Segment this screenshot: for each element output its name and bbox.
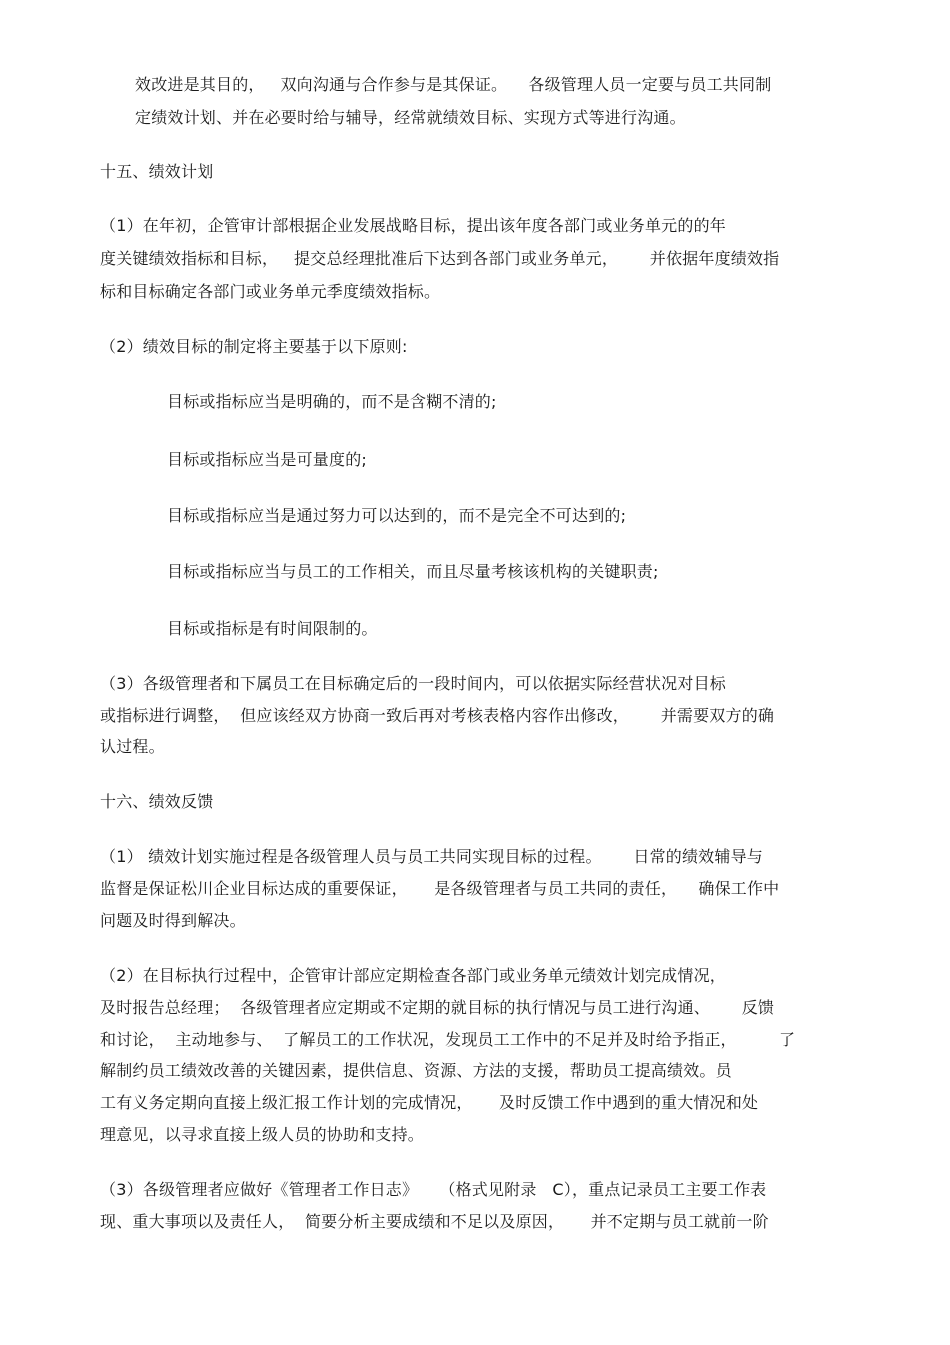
principle-item-3: 目标或指标应当是通过努力可以达到的，而不是完全不可达到的; (167, 506, 627, 525)
principle-item-5: 目标或指标是有时间限制的。 (167, 619, 378, 638)
intro-line-2: 定绩效计划、并在必要时给与辅导，经常就绩效目标、实现方式等进行沟通。 (135, 108, 686, 127)
intro-line-1: 效改进是其目的， 双向沟通与合作参与是其保证。 各级管理人员一定要与员工共同制 (135, 75, 772, 94)
s16-p2-line-1: （2）在目标执行过程中，企管审计部应定期检查各部门或业务单元绩效计划完成情况， (100, 966, 726, 985)
section-16-heading: 十六、绩效反馈 (100, 792, 214, 811)
principle-item-2: 目标或指标应当是可量度的; (167, 450, 367, 469)
principle-item-4: 目标或指标应当与员工的工作相关，而且尽量考核该机构的关键职责; (167, 562, 659, 581)
principle-item-1: 目标或指标应当是明确的，而不是含糊不清的; (167, 392, 497, 411)
s16-p2-line-2: 及时报告总经理； 各级管理者应定期或不定期的就目标的执行情况与员工进行沟通、 反馈 (100, 998, 775, 1017)
s15-p1-line-1: （1）在年初，企管审计部根据企业发展战略目标，提出该年度各部门或业务单元的的年 (100, 216, 726, 235)
s16-p1-line-2: 监督是保证松川企业目标达成的重要保证， 是各级管理者与员工共同的责任， 确保工作中 (100, 879, 780, 898)
s16-p1-line-1: （1） 绩效计划实施过程是各级管理人员与员工共同实现目标的过程。 日常的绩效辅导与 (100, 847, 763, 866)
section-15-heading: 十五、绩效计划 (100, 162, 214, 181)
s15-p1-line-3: 标和目标确定各部门或业务单元季度绩效指标。 (100, 282, 441, 301)
s16-p2-line-6: 理意见，以寻求直接上级人员的协助和支持。 (100, 1125, 425, 1144)
s15-p1-line-2: 度关键绩效指标和目标， 提交总经理批准后下达到各部门或业务单元， 并依据年度绩效指 (100, 249, 780, 268)
s16-p3-line-2: 现、重大事项以及责任人， 简要分析主要成绩和不足以及原因， 并不定期与员工就前一阶 (100, 1212, 769, 1231)
s16-p1-line-3: 问题及时得到解决。 (100, 911, 246, 930)
s15-p3-line-3: 认过程。 (100, 737, 165, 756)
s15-p3-line-2: 或指标进行调整， 但应该经双方协商一致后再对考核表格内容作出修改， 并需要双方的确 (100, 706, 775, 725)
s16-p3-line-1: （3）各级管理者应做好《管理者工作日志》 （格式见附录 C），重点记录员工主要工作表 (100, 1180, 767, 1199)
s15-p2-line-1: （2）绩效目标的制定将主要基于以下原则: (100, 337, 408, 356)
s15-p3-line-1: （3）各级管理者和下属员工在目标确定后的一段时间内，可以依据实际经营状况对目标 (100, 674, 726, 693)
s16-p2-line-5: 工有义务定期向直接上级汇报工作计划的完成情况， 及时反馈工作中遇到的重大情况和处 (100, 1093, 759, 1112)
s16-p2-line-4: 解制约员工绩效改善的关键因素，提供信息、资源、方法的支援，帮助员工提高绩效。员 (100, 1061, 732, 1080)
s16-p2-line-3: 和讨论， 主动地参与、 了解员工的工作状况，发现员工工作中的不足并及时给予指正， 了 (100, 1030, 796, 1049)
